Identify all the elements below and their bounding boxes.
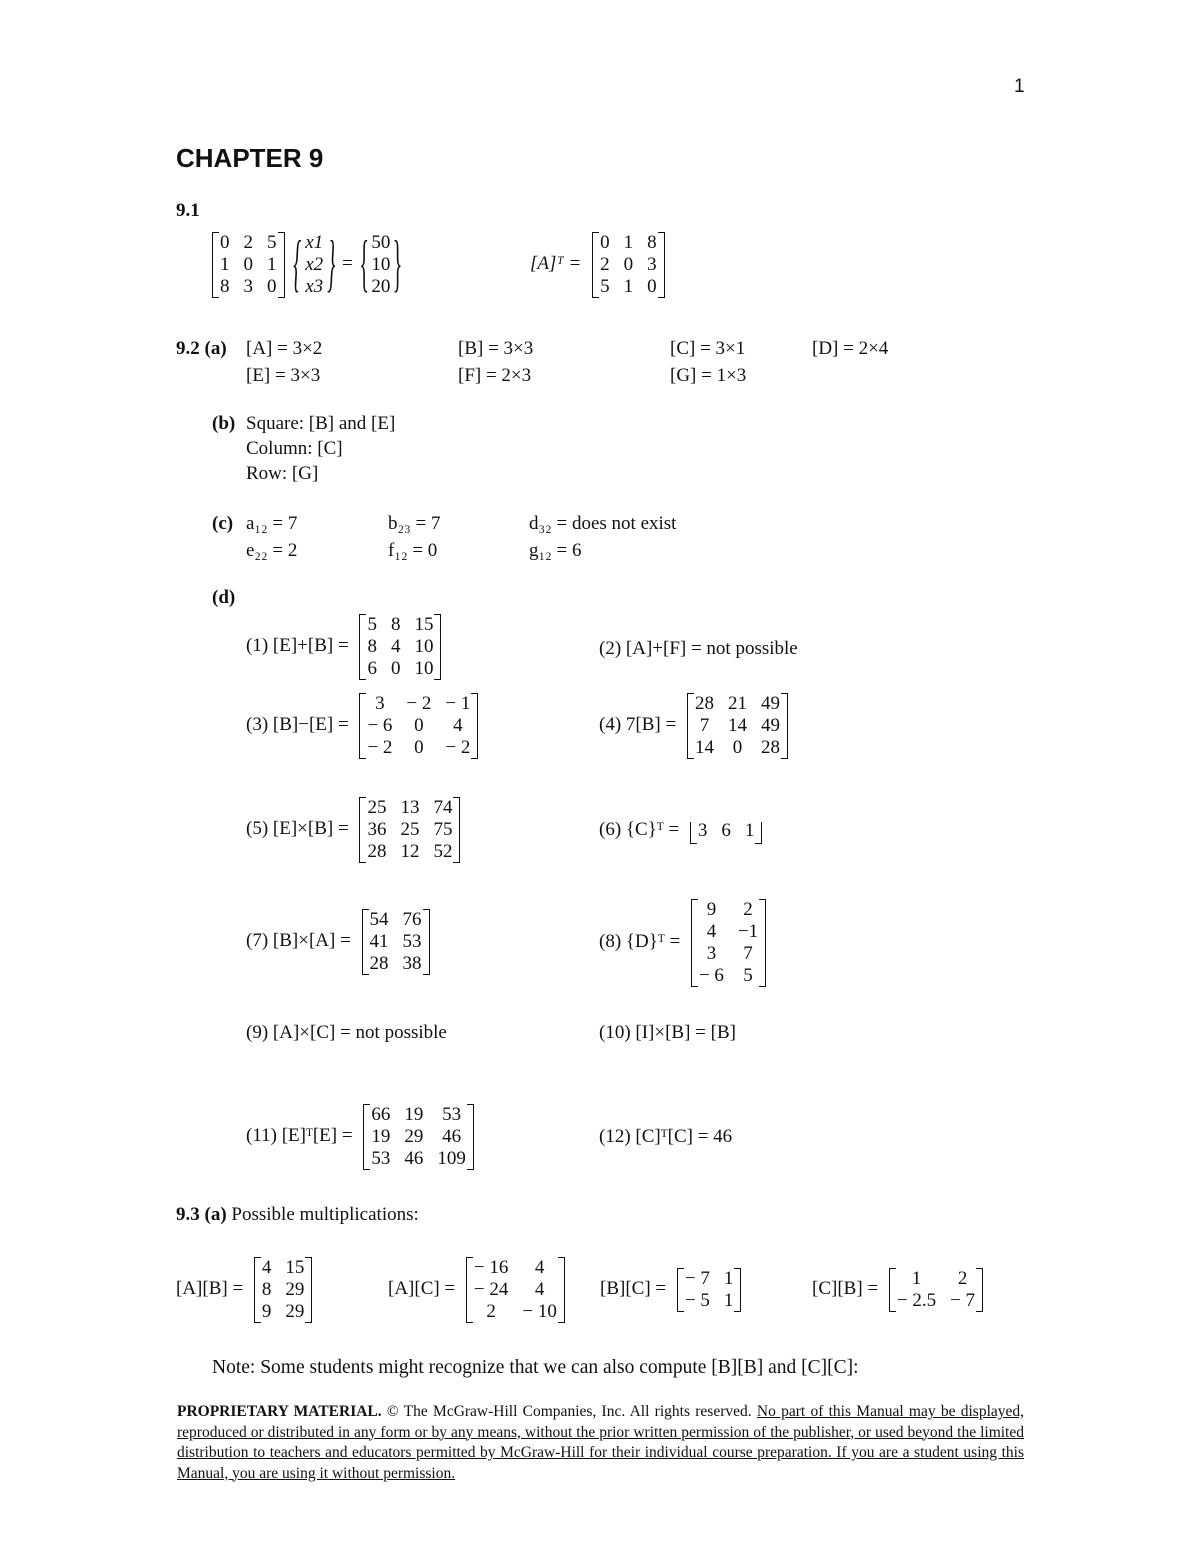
matrix-cell: 29 (285, 1279, 305, 1300)
ac-matrix (466, 1257, 565, 1323)
dim-D: [D] = 2×4 (812, 338, 889, 359)
item-d4 (599, 693, 788, 759)
part-d-label: (d) (212, 587, 236, 608)
matrix-cell: 52 (433, 841, 453, 862)
bc-label: [B][C] = (600, 1278, 667, 1300)
matrix-cell: 76 (402, 909, 422, 930)
matrix-cell: 15 (414, 614, 434, 635)
matrix-cell: 54 (369, 909, 389, 930)
matrix-cell: 4 (534, 1257, 545, 1278)
matrix-cell: 19 (371, 1126, 391, 1147)
matrix-cell: 14 (727, 715, 747, 736)
matrix-cell: 36 (367, 819, 387, 840)
matrix-cell: − 2 (406, 693, 432, 714)
matrix-cell: 28 (369, 953, 389, 974)
problem-9-3-intro: Possible multiplications: (231, 1204, 419, 1225)
unknown-vector (297, 232, 331, 298)
matrix-cell: 0 (243, 254, 253, 275)
column-line: Column: [C] (246, 438, 343, 459)
matrix-cell: 28 (367, 841, 387, 862)
matrix-cell: 25 (367, 797, 387, 818)
d11-matrix (363, 1104, 474, 1170)
dim-C: [C] = 3×1 (670, 338, 746, 359)
matrix-cell: 49 (760, 715, 780, 736)
matrix-cell: 8 (261, 1279, 272, 1300)
matrix-cell: 10 (414, 636, 434, 657)
matrix-cell: 74 (433, 797, 453, 818)
matrix-cell: − 1 (445, 693, 471, 714)
matrix-cell: 53 (402, 931, 422, 952)
matrix-cell: 4 (453, 715, 463, 736)
matrix-cell: 46 (442, 1126, 462, 1147)
matrix-cell: 3 (375, 693, 385, 714)
matrix-cell: 0 (414, 715, 424, 736)
matrix-cell: − 2 (367, 737, 393, 758)
matrix-cell: 28 (760, 737, 780, 758)
matrix-cell: 4 (261, 1257, 272, 1278)
ac-label: [A][C] = (388, 1278, 456, 1300)
part-b-label: (b) (212, 413, 236, 434)
product-cb (812, 1268, 983, 1312)
product-bc (600, 1268, 741, 1312)
matrix-cell: 28 (694, 693, 714, 714)
d1-label: (1) [E]+[B] = (246, 635, 349, 657)
matrix-cell: − 2 (445, 737, 471, 758)
d3-matrix (359, 693, 478, 759)
matrix-cell: 109 (437, 1148, 466, 1169)
matrix-cell: 10 (414, 658, 434, 679)
matrix-cell: 7 (743, 943, 753, 964)
d7-label: (7) [B]×[A] = (246, 930, 351, 952)
problem-9-3-label: 9.3 (a) (176, 1204, 227, 1225)
matrix-cell: 38 (402, 953, 422, 974)
d3-label: (3) [B]−[E] = (246, 714, 349, 736)
dim-B: [B] = 3×3 (458, 338, 534, 359)
problem-9-1-label: 9.1 (176, 200, 200, 221)
item-d1 (246, 614, 441, 680)
square-line: Square: [B] and [E] (246, 413, 396, 434)
matrix-cell: 2 (486, 1301, 496, 1322)
matrix-cell: −1 (737, 921, 759, 942)
transpose-label: [A]ᵀ = (530, 253, 582, 275)
matrix-cell: 4 (706, 921, 717, 942)
footer-copyright: © The McGraw-Hill Companies, Inc. All rights reserved. (386, 1403, 752, 1420)
matrix-cell: 0 (414, 737, 424, 758)
matrix-cell: 66 (371, 1104, 391, 1125)
matrix-cell: 8 (220, 276, 230, 297)
matrix-cell: − 10 (522, 1301, 557, 1322)
matrix-cell: 2 (957, 1268, 968, 1289)
matrix-cell: 1 (723, 1268, 734, 1289)
matrix-cell: 3 (697, 819, 708, 841)
item-d5 (246, 797, 460, 863)
row-line: Row: [G] (246, 463, 319, 484)
rhs-vector (363, 232, 398, 298)
matrix-cell: 75 (433, 819, 453, 840)
matrix-cell: 25 (400, 819, 420, 840)
matrix-cell: − 7 (684, 1268, 710, 1289)
c-d32: d₃₂ = does not exist (529, 513, 677, 534)
d4-label: (4) 7[B] = (599, 714, 677, 736)
d8-label: (8) {D}ᵀ = (599, 931, 681, 953)
matrix-cell: 19 (404, 1104, 424, 1125)
matrix-cell: 2 (243, 232, 253, 253)
c-f12: f₁₂ = 0 (388, 540, 438, 561)
matrix-cell: 53 (371, 1148, 391, 1169)
matrix-cell: − 7 (950, 1290, 976, 1311)
transpose-equation (530, 232, 665, 298)
matrix-cell: − 24 (473, 1279, 509, 1300)
matrix-cell: − 5 (684, 1290, 710, 1311)
matrix-cell: 1 (723, 1290, 734, 1311)
matrix-cell: 1 (220, 254, 230, 275)
item-d3 (246, 693, 478, 759)
matrix-cell: { 50 (371, 232, 391, 253)
d4-matrix (687, 693, 788, 759)
matrix-cell: 14 (694, 737, 714, 758)
matrix-cell: 0 (647, 276, 657, 297)
page-number: 1 (1014, 76, 1025, 97)
product-ac (388, 1257, 565, 1323)
matrix-cell: 3 (243, 276, 253, 297)
matrix-cell: 15 (285, 1257, 305, 1278)
matrix-cell: 0 (267, 276, 277, 297)
d11-label: (11) [E]ᵀ[E] = (246, 1125, 353, 1147)
matrix-cell: 41 (369, 931, 389, 952)
matrix-cell: 3 (706, 943, 717, 964)
c-e22: e₂₂ = 2 (246, 540, 298, 561)
matrix-cell: 0 (220, 232, 230, 253)
matrix-cell: 1 (623, 232, 634, 253)
problem-9-3 (176, 1204, 419, 1226)
part-c-label: (c) (212, 513, 234, 534)
bc-matrix (677, 1268, 741, 1312)
matrix-cell: 10 (371, 254, 391, 275)
chapter-title: CHAPTER 9 (176, 143, 324, 173)
matrix-cell: 8 (367, 636, 377, 657)
item-d8 (599, 899, 766, 987)
matrix-cell: 0 (390, 658, 401, 679)
matrix-cell: 0 (623, 254, 634, 275)
d6-row-vector (690, 820, 763, 842)
coef-matrix (212, 232, 285, 298)
cb-matrix (889, 1268, 983, 1312)
matrix-cell: 6 (721, 819, 731, 841)
matrix-cell: 5 (267, 232, 277, 253)
matrix-cell: 1 (623, 276, 634, 297)
matrix-cell: 20 (371, 276, 391, 297)
matrix-cell: 0 (732, 737, 743, 758)
d5-label: (5) [E]×[B] = (246, 818, 349, 840)
item-d10: (10) [I]×[B] = [B] (599, 1022, 736, 1043)
matrix-cell: 46 (404, 1148, 424, 1169)
transpose-matrix (592, 232, 665, 298)
item-d6 (599, 819, 762, 842)
product-ab (176, 1257, 312, 1323)
c-b23: b₂₃ = 7 (388, 513, 441, 534)
dim-F: [F] = 2×3 (458, 365, 532, 386)
equals-sign: = (341, 253, 353, 275)
c-a12: a₁₂ = 7 (246, 513, 298, 534)
matrix-cell: 4 (390, 636, 401, 657)
matrix-cell: 6 (367, 658, 377, 679)
matrix-cell: 8 (390, 614, 401, 635)
cb-label: [C][B] = (812, 1278, 879, 1300)
matrix-cell: 29 (404, 1126, 424, 1147)
matrix-cell: − 6 (367, 715, 393, 736)
d6-label: (6) {C}ᵀ = (599, 819, 680, 840)
matrix-cell: 9 (706, 899, 717, 920)
matrix-cell: − 2.5 (896, 1290, 937, 1311)
matrix-cell: 13 (400, 797, 420, 818)
matrix-cell: x2 (305, 254, 324, 275)
d8-matrix (691, 899, 766, 987)
matrix-cell: { x1 (305, 232, 324, 253)
dim-G: [G] = 1×3 (670, 365, 747, 386)
note-text: Note: Some students might recognize that we can also compute [B][B] and [C][C]: (212, 1357, 859, 1378)
matrix-cell: 9 (261, 1301, 272, 1322)
matrix-cell: 1 (911, 1268, 922, 1289)
problem-9-2-label: 9.2 (a) (176, 338, 227, 359)
item-d9: (9) [A]×[C] = not possible (246, 1022, 447, 1043)
matrix-cell: 21 (727, 693, 747, 714)
item-d11 (246, 1104, 474, 1170)
matrix-cell: 7 (699, 715, 710, 736)
d7-matrix (362, 909, 430, 975)
matrix-cell: 49 (760, 693, 780, 714)
matrix-cell: x3 (305, 276, 324, 297)
item-d2: (2) [A]+[F] = not possible (599, 638, 798, 659)
d5-matrix (359, 797, 460, 863)
matrix-cell: 8 (647, 232, 657, 253)
matrix-cell: 2 (600, 254, 610, 275)
dim-A: [A] = 3×2 (246, 338, 323, 359)
d1-matrix (359, 614, 441, 680)
matrix-cell: − 6 (698, 965, 724, 986)
ab-label: [A][B] = (176, 1278, 244, 1300)
ab-matrix (254, 1257, 313, 1323)
matrix-cell: 5 (367, 614, 377, 635)
matrix-cell: − 16 (473, 1257, 509, 1278)
matrix-cell: 2 (743, 899, 753, 920)
matrix-cell: 5 (743, 965, 753, 986)
matrix-cell: 53 (442, 1104, 462, 1125)
footer-bold: PROPRIETARY MATERIAL. (177, 1403, 382, 1420)
item-d12: (12) [C]ᵀ[C] = 46 (599, 1126, 733, 1147)
matrix-cell: 5 (600, 276, 610, 297)
system-equation (212, 232, 398, 298)
matrix-cell: 3 (647, 254, 657, 275)
c-g12: g₁₂ = 6 (529, 540, 582, 561)
item-d7 (246, 909, 430, 975)
dim-E: [E] = 3×3 (246, 365, 321, 386)
matrix-cell: 4 (534, 1279, 545, 1300)
matrix-cell: 29 (285, 1301, 305, 1322)
matrix-cell: 1 (267, 254, 277, 275)
footer-underlined: No part of this Manual may be displayed, reproduced or distributed in any form or by any means, without the prior written permission of the publisher, or used beyond the limited distribution to teachers and educators permitted by McGraw-Hill for their individual course preparation. If you are a student using this Manual, you are using it without permission. (177, 1403, 1025, 1482)
matrix-cell: 0 (600, 232, 610, 253)
matrix-cell: 1 (744, 819, 755, 841)
matrix-cell: 12 (400, 841, 420, 862)
proprietary-footer (177, 1402, 1024, 1484)
